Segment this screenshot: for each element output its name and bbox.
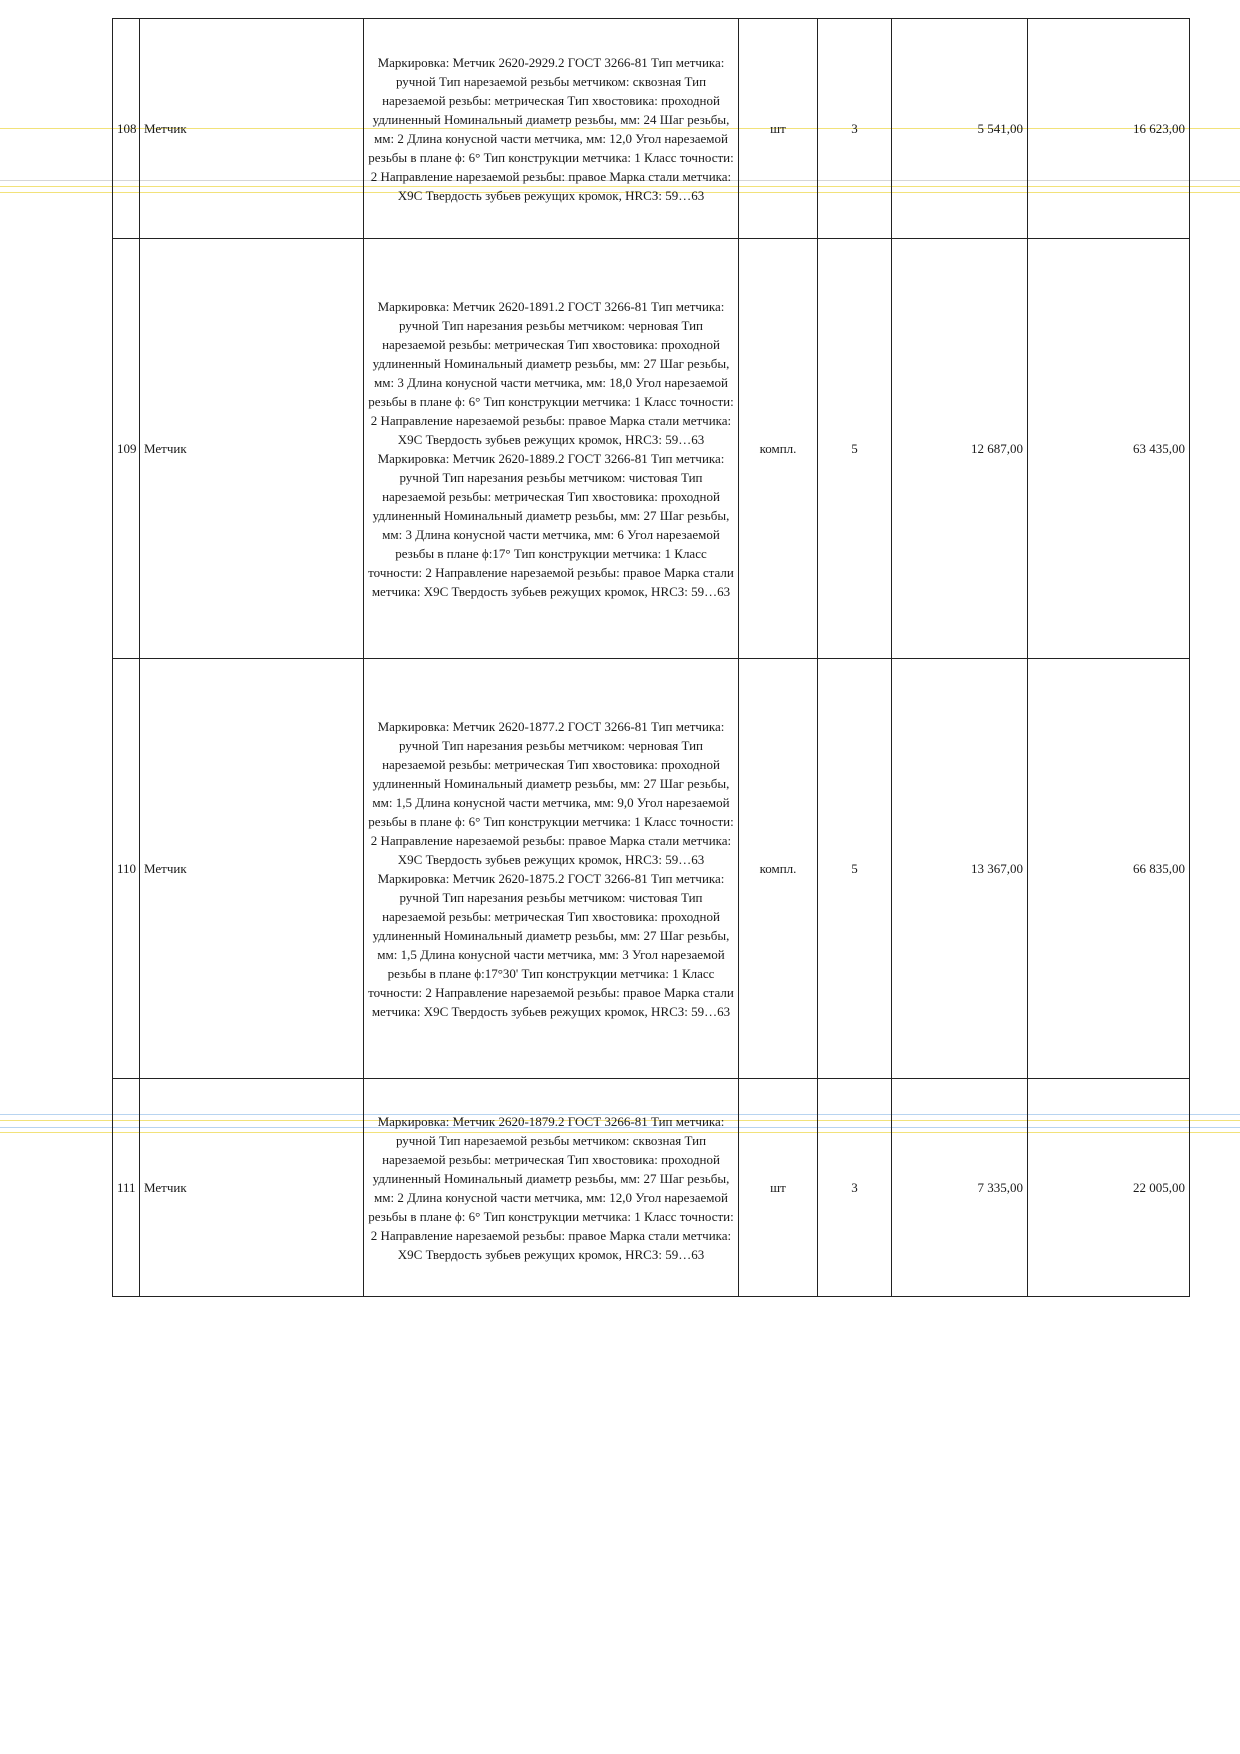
item-quantity: 3	[818, 19, 892, 239]
item-description: Маркировка: Метчик 2620-2929.2 ГОСТ 3266-81 Тип метчика: ручной Тип нарезаемой резьбы метчиком: сквозная Тип нарезаемой резьбы: метрическая Тип хвостовика: проходной удлиненный Номинальный диаметр резьбы, мм: 24 Шаг резьбы, мм: 2 Длина конусной части метчика, мм: 12,0 Угол нарезаемой резьбы в плане ϕ: 6° Тип конструкции метчика: 1 Класс точности: 2 Направление нарезаемой резьбы: правое Марка стали метчика: Х9С Твердость зубьев режущих кромок, HRCЗ: 59…63	[364, 19, 739, 239]
item-name: Метчик	[140, 1079, 364, 1297]
item-description: Маркировка: Метчик 2620-1877.2 ГОСТ 3266-81 Тип метчика: ручной Тип нарезания резьбы метчиком: черновая Тип нарезаемой резьбы: метрическая Тип хвостовика: проходной удлиненный Номинальный диаметр резьбы, мм: 27 Шаг резьбы, мм: 1,5 Длина конусной части метчика, мм: 9,0 Угол нарезаемой резьбы в плане ϕ: 6° Тип конструкции метчика: 1 Класс точности: 2 Направление нарезаемой резьбы: правое Марка стали метчика: Х9С Твердость зубьев режущих кромок, HRCЗ: 59…63 Маркировка: Метчик 2620-1875.2 ГОСТ 3266-81 Тип метчика: ручной Тип нарезания резьбы метчиком: чистовая Тип нарезаемой резьбы: метрическая Тип хвостовика: проходной удлиненный Номинальный диаметр резьбы, мм: 27 Шаг резьбы, мм: 1,5 Длина конусной части метчика, мм: 3 Угол нарезаемой резьбы в плане ϕ:17°30' Тип конструкции метчика: 1 Класс точности: 2 Направление нарезаемой резьбы: правое Марка стали метчика: Х9С Твердость зубьев режущих кромок, HRCЗ: 59…63	[364, 659, 739, 1079]
item-quantity: 3	[818, 1079, 892, 1297]
item-unit: компл.	[739, 239, 818, 659]
row-number: 108	[113, 19, 140, 239]
table-row	[113, 239, 1190, 659]
table-row	[113, 19, 1190, 239]
item-quantity: 5	[818, 239, 892, 659]
item-price: 13 367,00	[892, 659, 1028, 1079]
item-total: 63 435,00	[1028, 239, 1190, 659]
item-total: 22 005,00	[1028, 1079, 1190, 1297]
item-total: 66 835,00	[1028, 659, 1190, 1079]
item-unit: шт	[739, 19, 818, 239]
item-description: Маркировка: Метчик 2620-1879.2 ГОСТ 3266-81 Тип метчика: ручной Тип нарезаемой резьбы метчиком: сквозная Тип нарезаемой резьбы: метрическая Тип хвостовика: проходной удлиненный Номинальный диаметр резьбы, мм: 27 Шаг резьбы, мм: 2 Длина конусной части метчика, мм: 12,0 Угол нарезаемой резьбы в плане ϕ: 6° Тип конструкции метчика: 1 Класс точности: 2 Направление нарезаемой резьбы: правое Марка стали метчика: Х9С Твердость зубьев режущих кромок, HRCЗ: 59…63	[364, 1079, 739, 1297]
row-number: 109	[113, 239, 140, 659]
item-quantity: 5	[818, 659, 892, 1079]
item-total: 16 623,00	[1028, 19, 1190, 239]
table-row	[113, 659, 1190, 1079]
item-unit: компл.	[739, 659, 818, 1079]
item-unit: шт	[739, 1079, 818, 1297]
row-number: 110	[113, 659, 140, 1079]
table-row	[113, 1079, 1190, 1297]
item-name: Метчик	[140, 659, 364, 1079]
row-number: 111	[113, 1079, 140, 1297]
item-price: 5 541,00	[892, 19, 1028, 239]
item-name: Метчик	[140, 239, 364, 659]
item-price: 7 335,00	[892, 1079, 1028, 1297]
item-name: Метчик	[140, 19, 364, 239]
item-description: Маркировка: Метчик 2620-1891.2 ГОСТ 3266-81 Тип метчика: ручной Тип нарезания резьбы метчиком: черновая Тип нарезаемой резьбы: метрическая Тип хвостовика: проходной удлиненный Номинальный диаметр резьбы, мм: 27 Шаг резьбы, мм: 3 Длина конусной части метчика, мм: 18,0 Угол нарезаемой резьбы в плане ϕ: 6° Тип конструкции метчика: 1 Класс точности: 2 Направление нарезаемой резьбы: правое Марка стали метчика: Х9С Твердость зубьев режущих кромок, HRCЗ: 59…63 Маркировка: Метчик 2620-1889.2 ГОСТ 3266-81 Тип метчика: ручной Тип нарезания резьбы метчиком: чистовая Тип нарезаемой резьбы: метрическая Тип хвостовика: проходной удлиненный Номинальный диаметр резьбы, мм: 27 Шаг резьбы, мм: 3 Длина конусной части метчика, мм: 6 Угол нарезаемой резьбы в плане ϕ:17° Тип конструкции метчика: 1 Класс точности: 2 Направление нарезаемой резьбы: правое Марка стали метчика: Х9С Твердость зубьев режущих кромок, HRCЗ: 59…63	[364, 239, 739, 659]
specification-table	[112, 18, 1190, 1297]
item-price: 12 687,00	[892, 239, 1028, 659]
